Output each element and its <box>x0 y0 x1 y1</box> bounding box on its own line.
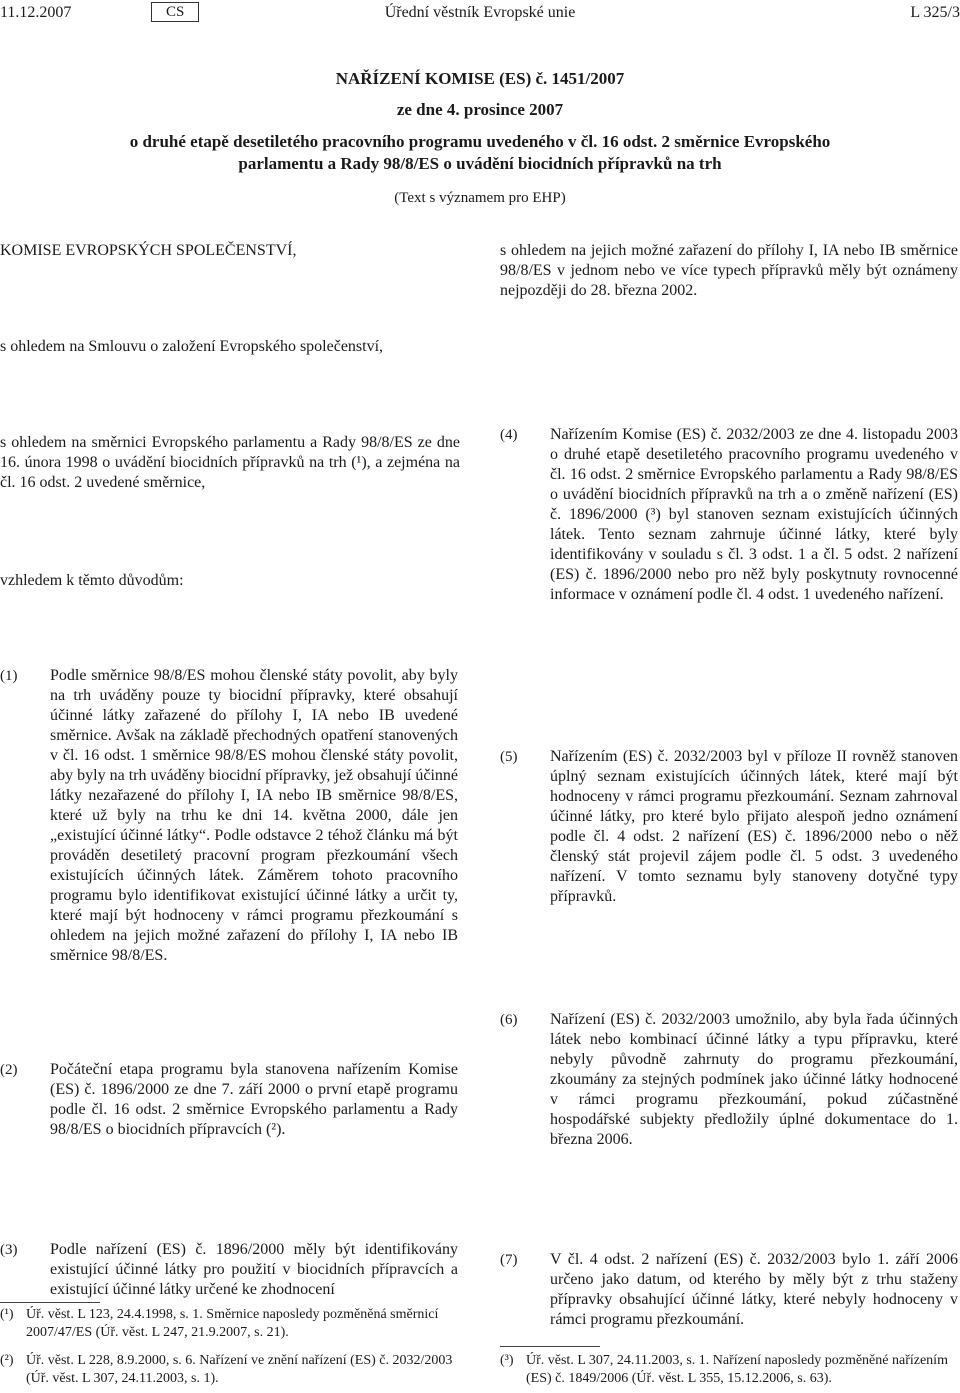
recital-number: (4) <box>500 427 518 443</box>
recital-text: Podle směrnice 98/8/ES mohou členské státy povolit, aby byly na trh uváděny pouze ty biocidní přípravky, které obsahují účinné látky zařazené do přílohy I, IA nebo IB uvedené směrnice. Avšak na základě přechodných opatření stanovených v čl. 16 odst. 1 směrnice 98/8/ES mohou členské státy povolit, aby byly na trh uváděny biocidní přípravky, jež obsahují účinné látky nezařazené do přílohy I, IA nebo IB směrnice 98/8/ES, které už byly na trhu ke dni 14. května 2000, dále jen „existující účinné látky“. Podle odstavce 2 téhož článku má být prováděn desetiletý pracovní program přezkoumání všech existujících účinných látek. Záměrem tohoto pracovního programu bylo identifikovat existující účinné látky a určit ty, které mají být hodnoceny v rámci programu přezkoumání s ohledem na jejich možné zařazení do přílohy I, IA nebo IB směrnice 98/8/ES. <box>50 667 458 964</box>
recital-text: Počáteční etapa programu byla stanovena nařízením Komise (ES) č. 1896/2000 ze dne 7. září 2000 o první etapě programu podle čl. 16 odst. 2 směrnice Evropského parlamentu a Rady 98/8/ES o biocidních přípravcích (²). <box>50 1061 458 1138</box>
footnote-separator <box>500 1346 600 1347</box>
directive-citation: s ohledem na směrnici Evropského parlamentu a Rady 98/8/ES ze dne 16. února 1998 o uvádění biocidních přípravků na trh (¹), a zejména na čl. 16 odst. 2 uvedené směrnice, <box>0 434 460 491</box>
recital-number: (7) <box>500 1252 518 1268</box>
notification-paragraph: s ohledem na jejich možné zařazení do přílohy I, IA nebo IB směrnice 98/8/ES v jednom nebo ve více typech přípravků měly být oznámeny nejpozději do 28. března 2002. <box>500 242 958 299</box>
regulation-subject-line2: parlamentu a Rady 98/8/ES o uvádění biocidních přípravků na trh <box>238 154 722 173</box>
footnote-text: Úř. věst. L 307, 24.11.2003, s. 1. Nařízení naposledy pozměněné nařízením (ES) č. 1849/2006 (Úř. věst. L 355, 15.12.2006, s. 63). <box>526 1353 948 1386</box>
footnote-number: (²) <box>0 1353 14 1368</box>
recital-text: Nařízení (ES) č. 2032/2003 umožnilo, aby byla řada účinných látek nebo kombinací účinné látky a typu přípravku, které nebyly původně zahrnuty do programu přezkoumání, zkoumány za stejných podmínek jako účinné látky hodnocené v rámci programu přezkoumání, pokud zúčastněné hospodářské subjekty předložily úplné dokumentace do 1. března 2006. <box>550 1011 958 1148</box>
treaty-citation: s ohledem na Smlouvu o založení Evropského společenství, <box>0 338 384 355</box>
footnote-text: Úř. věst. L 228, 8.9.2000, s. 6. Nařízení ve znění nařízení (ES) č. 2032/2003 (Úř. věst. L 307, 24.11.2003, s. 1). <box>26 1353 453 1386</box>
publication-date: 11.12.2007 <box>0 4 72 21</box>
commission-heading: KOMISE EVROPSKÝCH SPOLEČENSTVÍ, <box>0 242 297 259</box>
footnote-separator <box>0 1302 100 1303</box>
recital-text: V čl. 4 odst. 2 nařízení (ES) č. 2032/2003 bylo 1. září 2006 určeno jako datum, od kterého by měly být z trhu staženy přípravky obsahující účinné látky, které nebyly hodnoceny v rámci programu přezkoumání. <box>550 1251 958 1328</box>
recital-text: Nařízením Komise (ES) č. 2032/2003 ze dne 4. listopadu 2003 o druhé etapě desetiletého pracovního programu uvedeného v čl. 16 odst. 2 směrnice Evropského parlamentu a Rady 98/8/ES o uvádění biocidních přípravků na trh a o změně nařízení (ES) č. 1896/2000 (³) byl stanoven seznam existujících účinných látek. Tento seznam zahrnuje účinné látky, které byly identifikovány v souladu s čl. 3 odst. 1 a čl. 5 odst. 2 nařízení (ES) č. 1896/2000 nebo pro něž byly poskytnuty rovnocenné informace v oznámení podle čl. 4 odst. 1 uvedeného nařízení. <box>550 426 958 603</box>
recital-number: (6) <box>500 1012 518 1028</box>
eea-relevance-note: (Text s významem pro EHP) <box>394 190 566 206</box>
footnote-number: (¹) <box>0 1307 14 1322</box>
recital-text: Nařízením (ES) č. 2032/2003 byl v příloze II rovněž stanoven úplný seznam existujících účinných látek, které mají být hodnoceny v rámci programu přezkoumání. Seznam zahrnoval účinné látky, pro které bylo přijato alespoň jedno oznámení podle čl. 4 odst. 2 nařízení (ES) č. 1896/2000 nebo o něž členský stát projevil zájem podle čl. 5 odst. 3 uvedeného nařízení. V tomto seznamu byly stanoveny dotyčné typy přípravků. <box>550 748 958 905</box>
language-badge: CS <box>151 2 199 22</box>
whereas-heading: vzhledem k těmto důvodům: <box>0 572 184 589</box>
page-reference: L 325/3 <box>910 4 960 21</box>
journal-name: Úřední věstník Evropské unie <box>384 4 576 21</box>
footnote-number: (³) <box>500 1353 514 1368</box>
regulation-subject-line1: o druhé etapě desetiletého pracovního programu uvedeného v čl. 16 odst. 2 směrnice Evropského <box>129 132 831 151</box>
regulation-title: NAŘÍZENÍ KOMISE (ES) č. 1451/2007 <box>335 69 625 88</box>
regulation-date: ze dne 4. prosince 2007 <box>396 100 564 119</box>
recital-number: (3) <box>0 1242 18 1258</box>
recital-number: (1) <box>0 668 18 684</box>
footnote-text: Úř. věst. L 123, 24.4.1998, s. 1. Směrnice naposledy pozměněná směrnicí 2007/47/ES (Úř. věst. L 247, 21.9.2007, s. 21). <box>26 1307 439 1340</box>
recital-number: (2) <box>0 1062 18 1078</box>
recital-number: (5) <box>500 749 518 765</box>
recital-text: Podle nařízení (ES) č. 1896/2000 měly být identifikovány existující účinné látky pro použití v biocidních přípravcích a existující účinné látky určené ke zhodnocení <box>50 1241 458 1298</box>
